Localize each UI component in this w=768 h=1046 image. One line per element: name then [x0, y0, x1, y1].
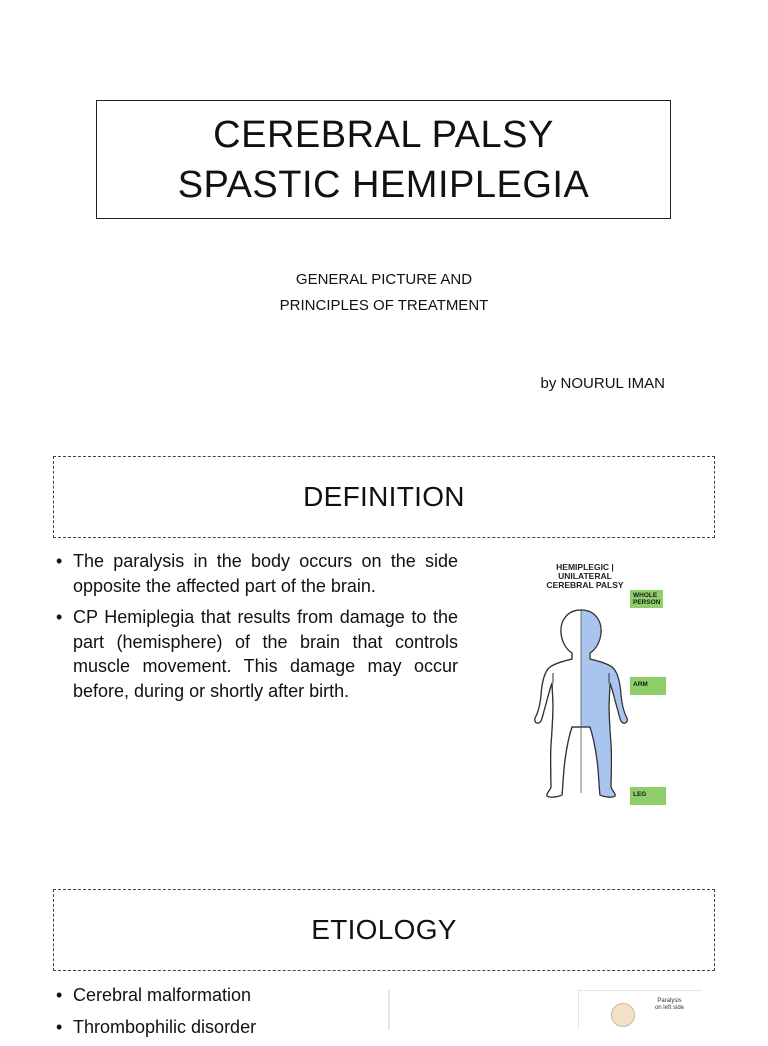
tag-leg: LEG [630, 787, 666, 805]
head-icon [611, 1003, 635, 1027]
image-placeholder-left [388, 990, 390, 1030]
hemiplegia-figure [520, 555, 680, 810]
tag-whole-line-1: WHOLE [633, 592, 658, 599]
tag-whole-person [630, 590, 663, 608]
title-box [96, 100, 671, 219]
author: by NOURUL IMAN [540, 375, 665, 392]
figure-caption-line-1: HEMIPLEGIC | [556, 562, 614, 572]
figure-caption-line-2: UNILATERAL [558, 571, 612, 581]
etiology-bullet-1: • Cerebral malformation [53, 983, 383, 1008]
definition-bullets [53, 549, 458, 710]
tag-arm: ARM [630, 677, 666, 695]
definition-heading: DEFINITION [53, 456, 715, 538]
paralysis-thumbnail [578, 990, 702, 1030]
etiology-heading: ETIOLOGY [53, 889, 715, 971]
subtitle-line-1: GENERAL PICTURE AND [295, 271, 473, 288]
thumbnail-caption-line-1: Paralysis [657, 998, 682, 1004]
tag-whole-line-2: PERSON [633, 599, 661, 606]
subtitle [0, 267, 768, 319]
definition-bullet-1: • The paralysis in the body occurs on the side opposite the affected part of the brain. [53, 549, 458, 598]
title-line-1: CEREBRAL PALSY [213, 113, 554, 156]
thumbnail-caption [655, 998, 684, 1012]
subtitle-line-2: PRINCIPLES OF TREATMENT [279, 297, 489, 314]
figure-caption-line-3: CEREBRAL PALSY [546, 580, 624, 590]
definition-bullet-2: • CP Hemiplegia that results from damage to the part (hemisphere) of the brain that controls muscle movement. This damage may occur before, during or shortly after birth. [53, 605, 458, 703]
etiology-bullet-2: • Thrombophilic disorder [53, 1015, 383, 1040]
etiology-bullets [53, 983, 383, 1046]
thumbnail-caption-line-2: on left side [654, 1005, 684, 1011]
title-line-2: SPASTIC HEMIPLEGIA [177, 163, 590, 206]
